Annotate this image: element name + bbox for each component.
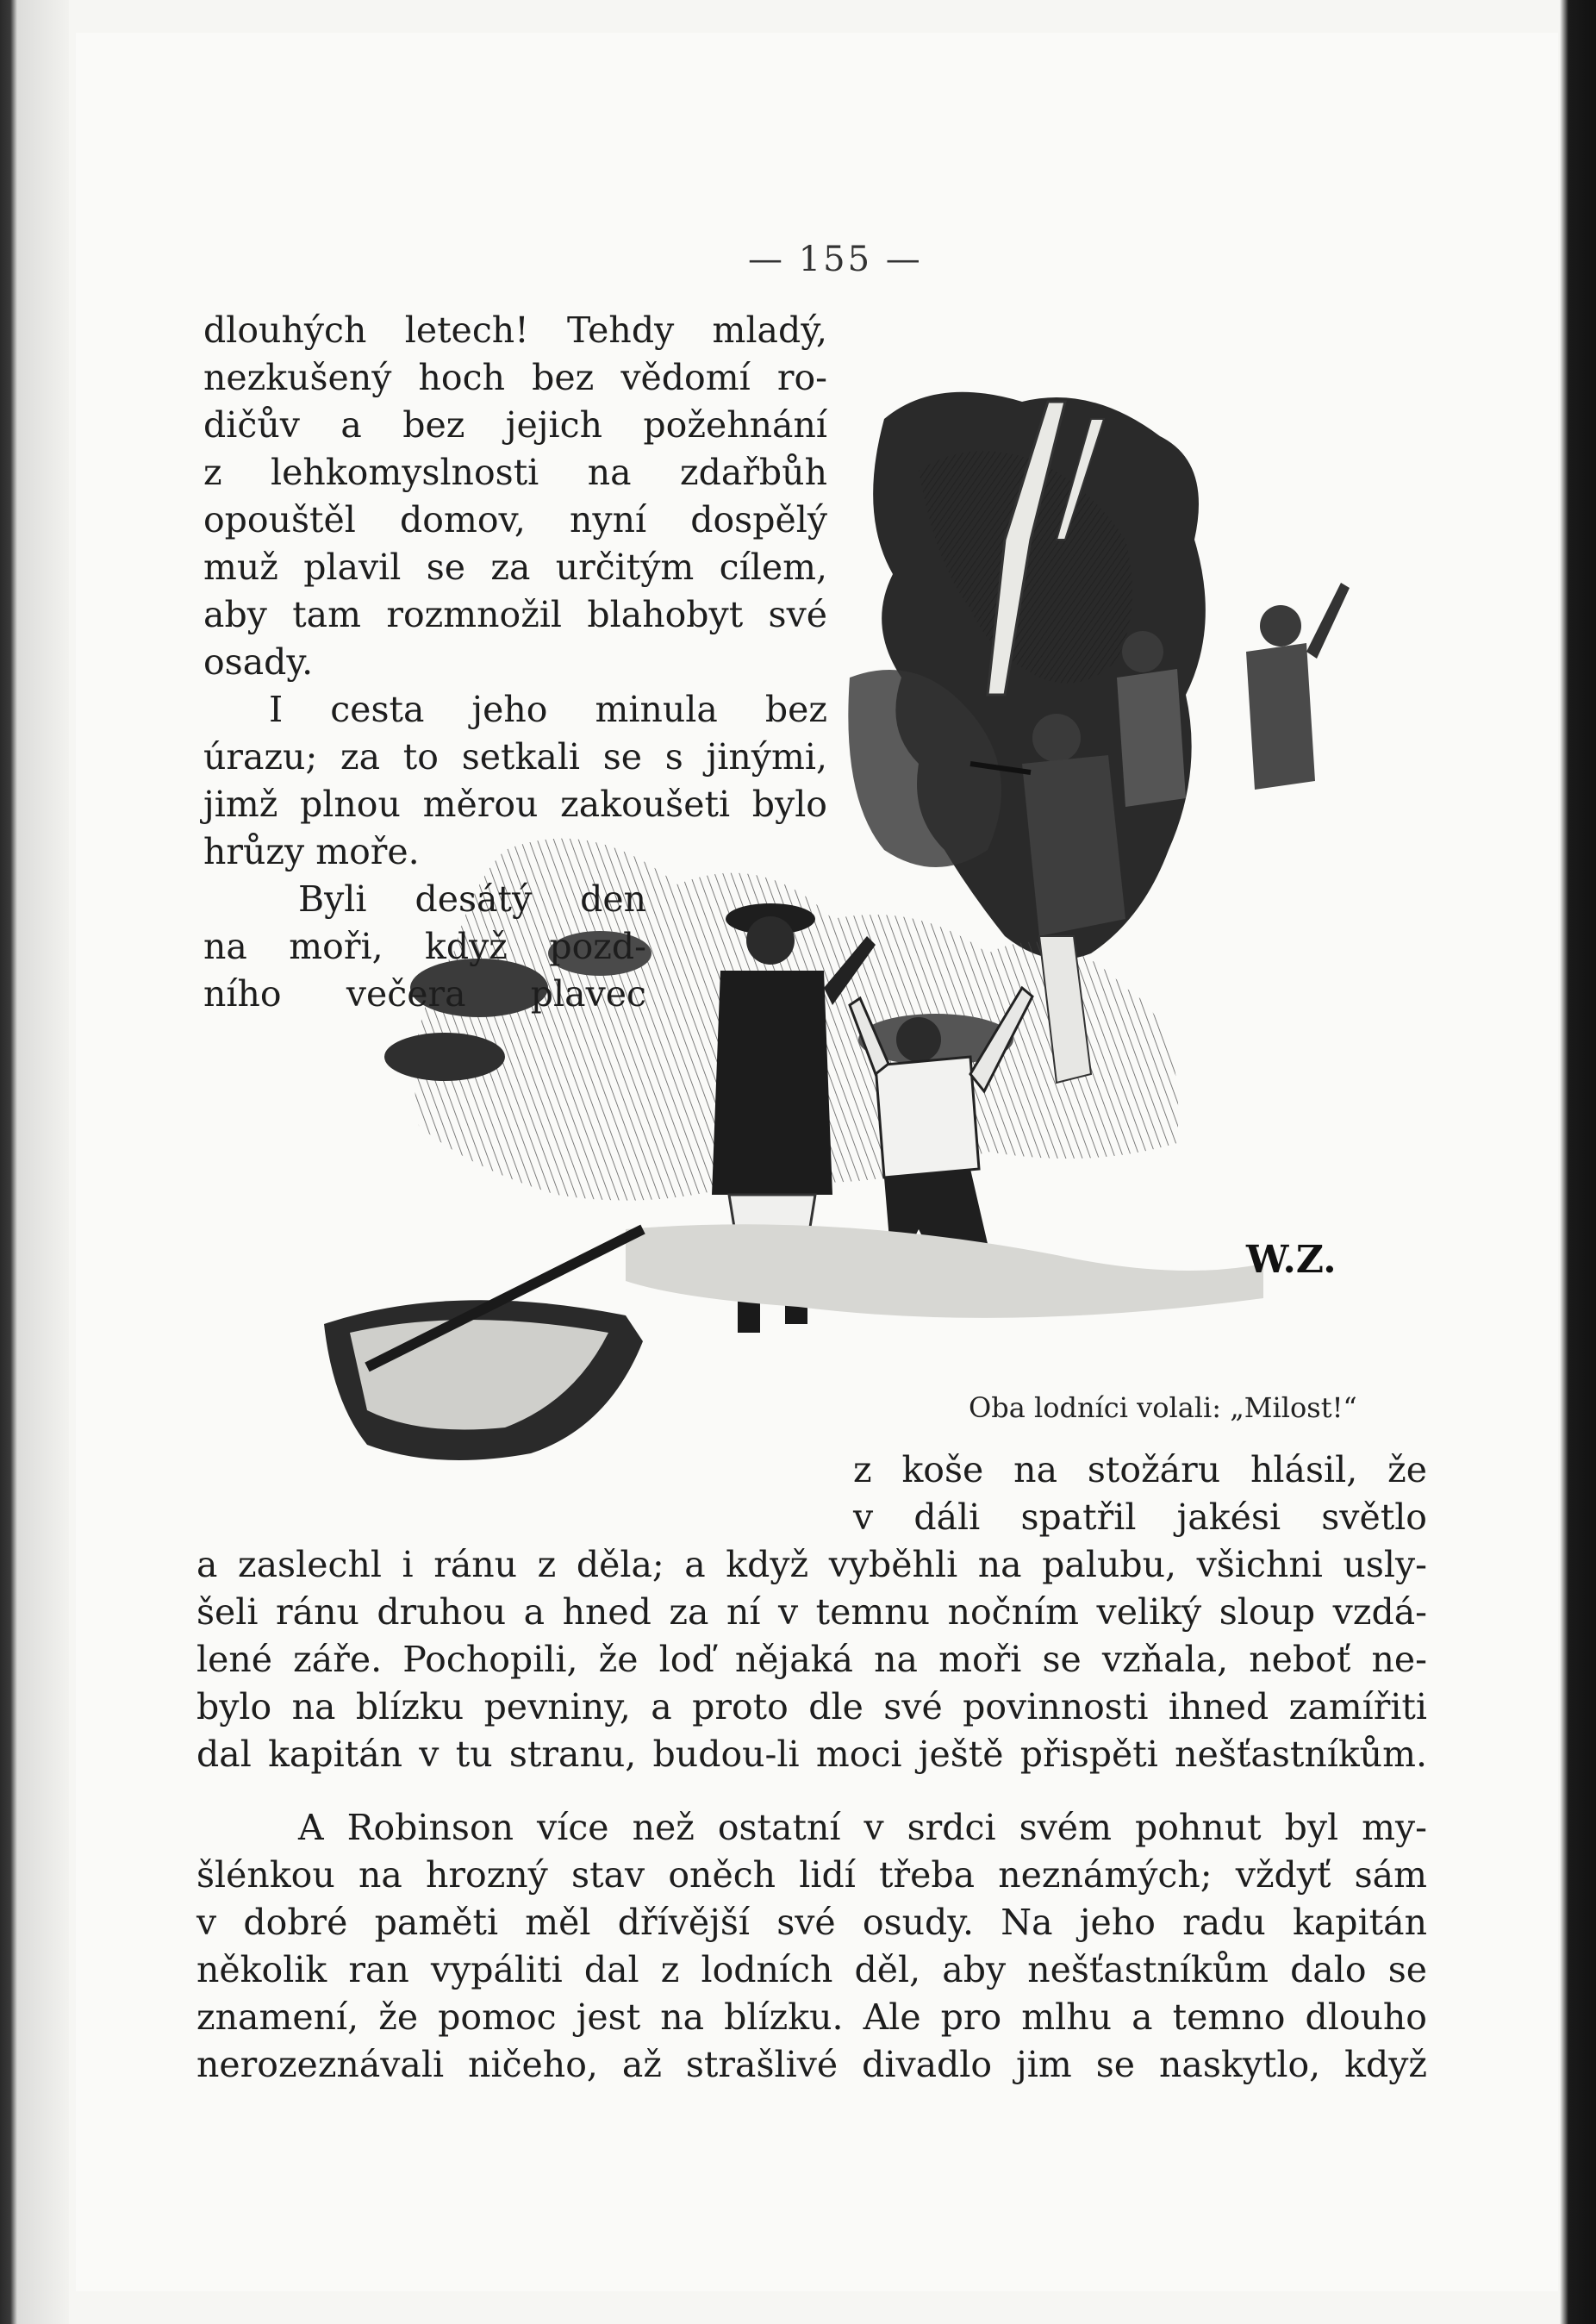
text-line: opouštěl domov, nyní dospělý xyxy=(203,499,827,540)
text-line: nerozeznávali ničeho, až strašlivé divadlo jim se naskytlo, když xyxy=(196,2044,1427,2085)
text-line: v dobré paměti měl dřívější své osudy. Na jeho radu kapitán xyxy=(196,1902,1427,1943)
text-line: jimž plnou měrou zakoušeti bylo xyxy=(203,784,827,825)
rowing-boat xyxy=(324,1229,643,1460)
text-line: hrůzy moře. xyxy=(203,831,420,872)
text-line: lené záře. Pochopili, že loď nějaká na moři se vzňala, neboť ne- xyxy=(196,1639,1427,1680)
scan-edge xyxy=(1560,0,1596,2324)
illustrator-signature: W.Z. xyxy=(1246,1238,1337,1282)
book-page xyxy=(76,33,1558,2291)
text-line: úrazu; za to setkali se s jinými, xyxy=(203,736,827,778)
text-line: šlénkou na hrozný stav oněch lidí třeba neznámých; vždyť sám xyxy=(196,1854,1427,1896)
text-line: Byli desátý den xyxy=(298,878,646,920)
text-line: muž plavil se za určitým cílem, xyxy=(203,547,827,588)
text-line: aby tam rozmnožil blahobyt své xyxy=(203,594,827,635)
illustration-caption: Oba lodníci volali: „Milost!“ xyxy=(969,1391,1357,1424)
text-line: z lehkomyslnosti na zdařbůh xyxy=(203,452,827,493)
text-line: osady. xyxy=(203,641,314,683)
book-gutter xyxy=(0,0,69,2324)
text-line: v dáli spatřil jakési světlo xyxy=(853,1496,1427,1538)
text-line: šeli ránu druhou a hned za ní v temnu nočním veliký sloup vzdá- xyxy=(196,1591,1427,1633)
text-line: bylo na blízku pevniny, a proto dle své povinnosti ihned zamířiti xyxy=(196,1686,1427,1727)
text-line: z koše na stožáru hlásil, že xyxy=(853,1449,1427,1490)
text-line: dal kapitán v tu stranu, budou-li moci ještě přispěti nešťastníkům. xyxy=(196,1734,1427,1775)
text-line: I cesta jeho minula bez xyxy=(269,689,827,730)
text-line: A Robinson více než ostatní v srdci svém pohnut byl my- xyxy=(298,1807,1427,1848)
text-line: nezkušený hoch bez vědomí ro- xyxy=(203,357,827,398)
text-line: dlouhých letech! Tehdy mladý, xyxy=(203,309,827,351)
page-number: — 155 — xyxy=(748,240,923,279)
text-line: několik ran vypáliti dal z lodních děl, aby nešťastníkům dalo se xyxy=(196,1949,1427,1990)
text-line: na moři, když pozd- xyxy=(203,926,646,967)
text-line: ního večera plavec xyxy=(203,973,646,1015)
text-line: a zaslechl i ránu z děla; a když vyběhli na palubu, všichni usly- xyxy=(196,1544,1427,1585)
text-line: znamení, že pomoc jest na blízku. Ale pro mlhu a temno dlouho xyxy=(196,1996,1427,2038)
text-line: dičův a bez jejich požehnání xyxy=(203,404,827,446)
